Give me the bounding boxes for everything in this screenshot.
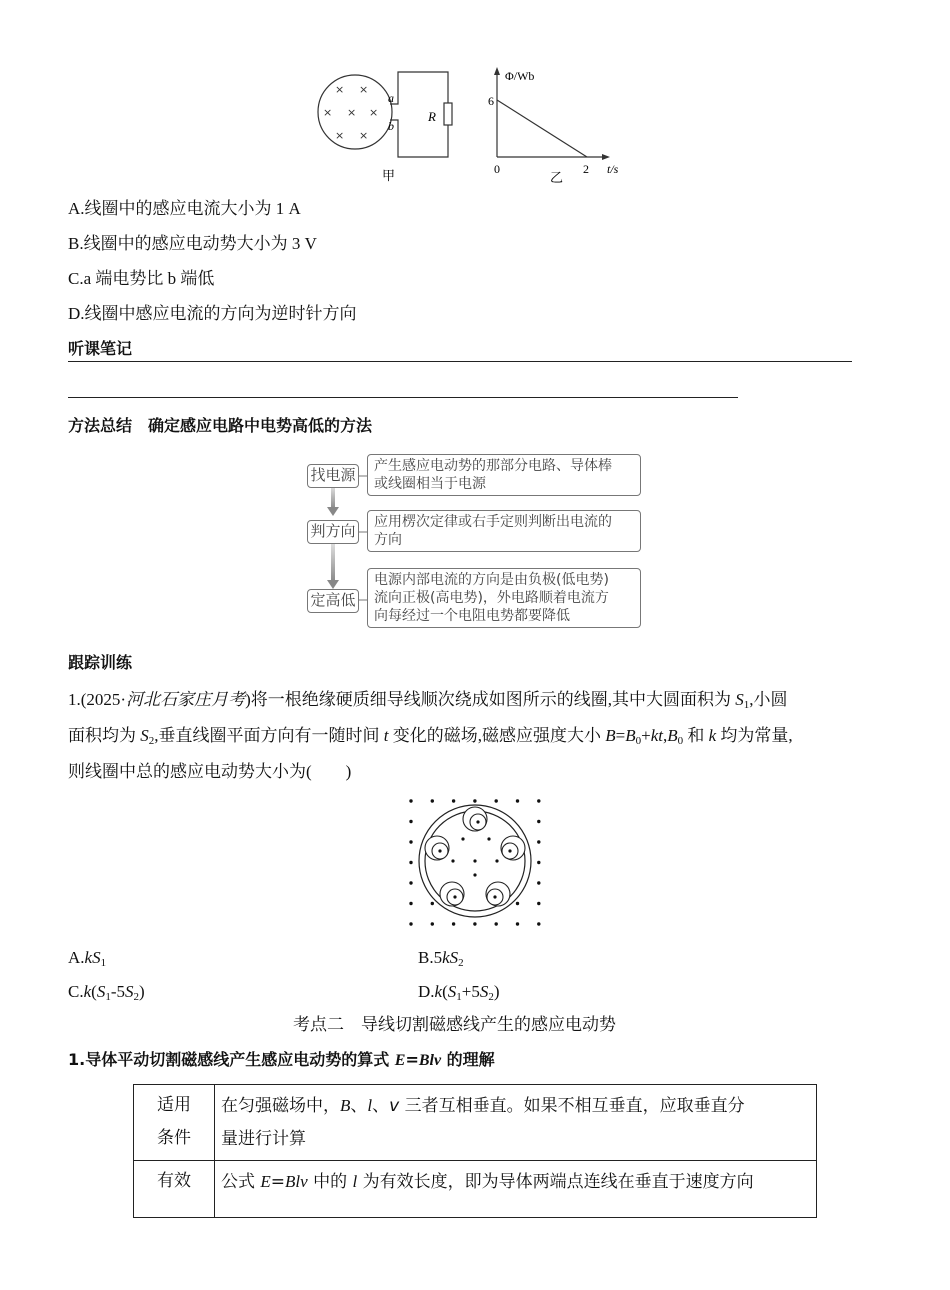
svg-text:×: × bbox=[347, 106, 357, 119]
q1-line1-rest: )将一根绝缘硬质细导线顺次绕成如图所示的线圈,其中大圆面积为 bbox=[245, 690, 736, 709]
svg-text:×: × bbox=[335, 83, 345, 96]
field-cross-marks bbox=[323, 83, 378, 142]
row2-body1: 公式 E=Blv 中的 l 为有效长度，即为导体两端点连线在垂直于速度方向 bbox=[221, 1172, 754, 1192]
q0-option-d: D.线圈中感应电流的方向为逆时针方向 bbox=[68, 304, 357, 323]
step1-line2: 或线圈相当于电源 bbox=[374, 476, 486, 492]
row2-head1: 有效 bbox=[157, 1171, 191, 1191]
step-direction-text bbox=[367, 510, 641, 552]
label-a: a bbox=[388, 91, 394, 105]
svg-text:×: × bbox=[335, 129, 345, 142]
tracking-heading: 跟踪训练 bbox=[68, 653, 133, 672]
graph-origin: 0 bbox=[494, 162, 500, 176]
step3-line1: 电源内部电流的方向是由负极(低电势) bbox=[374, 572, 609, 588]
graph-y-label: Φ/Wb bbox=[505, 69, 535, 83]
q1-line1: 1.(2025·河北石家庄月考)将一根绝缘硬质细导线顺次绕成如图所示的线圈,其中大圆面积为 $S_1$,小圆 bbox=[68, 690, 788, 711]
coil-figure bbox=[403, 795, 547, 930]
notes-rule-1 bbox=[68, 361, 852, 362]
row-header bbox=[134, 1085, 215, 1161]
q0-option-c: C.a 端电势比 b 端低 bbox=[68, 269, 215, 288]
row1-body2: 量进行计算 bbox=[221, 1129, 306, 1149]
graph-x-label: t/s bbox=[607, 162, 619, 176]
notes-heading: 听课笔记 bbox=[68, 339, 133, 358]
q1-option-c: $C.k(S_1-5S_2)$ bbox=[68, 982, 145, 1003]
row-body bbox=[215, 1085, 817, 1161]
q1-option-d: $D.k(S_1+5S_2)$ bbox=[418, 982, 500, 1003]
row-header bbox=[134, 1161, 215, 1218]
q1-line2-b: ,垂直线圈平面方向有一随时间 bbox=[154, 726, 384, 745]
graph-x-tick: 2 bbox=[583, 162, 589, 176]
step3-line3: 向每经过一个电阻电势都要降低 bbox=[374, 608, 570, 624]
q1-line2-c: 变化的磁场,磁感应强度大小 bbox=[388, 726, 606, 745]
row1-head1: 适用 bbox=[157, 1095, 191, 1115]
step1-line1: 产生感应电动势的那部分电路、导体棒 bbox=[374, 458, 612, 474]
caption-jia: 甲 bbox=[382, 169, 396, 184]
q1-prefix: 1.(2025· bbox=[68, 690, 127, 709]
caption-yi: 乙 bbox=[550, 171, 564, 186]
flux-time-graph bbox=[488, 67, 619, 186]
label-b: b bbox=[388, 119, 394, 133]
step-level-text bbox=[367, 568, 641, 628]
table-row bbox=[134, 1085, 817, 1161]
table-row bbox=[134, 1161, 817, 1218]
section2-title: 考点二 导线切割磁感线产生的感应电动势 bbox=[293, 1015, 616, 1035]
svg-text:×: × bbox=[359, 83, 369, 96]
step2-line2: 方向 bbox=[374, 532, 402, 548]
step-find-source-label: 找电源 bbox=[307, 464, 359, 488]
method-heading: 方法总结 确定感应电路中电势高低的方法 bbox=[68, 416, 373, 435]
row-body bbox=[215, 1161, 817, 1218]
q0-option-a: A.线圈中的感应电流大小为 1 A bbox=[68, 199, 301, 218]
graph-y-tick: 6 bbox=[488, 94, 494, 108]
resistor-symbol bbox=[444, 103, 452, 125]
step-find-source-text bbox=[367, 454, 641, 496]
label-R: R bbox=[428, 109, 436, 124]
flux-line bbox=[497, 100, 587, 157]
q1-line2: 面积均为 $S_2$,垂直线圈平面方向有一随时间 t 变化的磁场,磁感应强度大小 $B=B_0+kt,B_0$ 和 k 均为常量, bbox=[68, 726, 793, 747]
method-flowchart bbox=[305, 452, 645, 632]
formula-table bbox=[133, 1084, 817, 1218]
svg-text:×: × bbox=[369, 106, 379, 119]
step-direction-label: 判方向 bbox=[307, 520, 359, 544]
q1-line2-a: 面积均为 bbox=[68, 726, 141, 745]
step2-line1: 应用楞次定律或右手定则判断出电流的 bbox=[374, 514, 612, 530]
row1-body1: 在匀强磁场中，B、l、v 三者互相垂直。如果不相互垂直，应取垂直分 bbox=[221, 1096, 745, 1116]
figure-circuit-and-graph bbox=[310, 62, 650, 187]
svg-text:×: × bbox=[359, 129, 369, 142]
q1-source: 河北石家庄月考 bbox=[126, 690, 246, 709]
q0-option-b: B.线圈中的感应电动势大小为 3 V bbox=[68, 234, 317, 253]
step-level-label: 定高低 bbox=[307, 589, 359, 613]
svg-text:×: × bbox=[323, 106, 333, 119]
q1-option-b: $B.5kS_2$ bbox=[418, 948, 464, 969]
row1-head2: 条件 bbox=[157, 1128, 191, 1148]
notes-rule-2 bbox=[68, 397, 738, 398]
q1-line3: 则线圈中总的感应电动势大小为( ) bbox=[68, 762, 352, 781]
section2-sub1: 1.导体平动切割磁感线产生感应电动势的算式 E=Blv 的理解 bbox=[68, 1050, 495, 1069]
q1-line2-d: 均为常量, bbox=[716, 726, 793, 745]
q1-option-a: $A.kS_1$ bbox=[68, 948, 107, 969]
step3-line2: 流向正极(高电势)，外电路顺着电流方 bbox=[374, 590, 609, 606]
